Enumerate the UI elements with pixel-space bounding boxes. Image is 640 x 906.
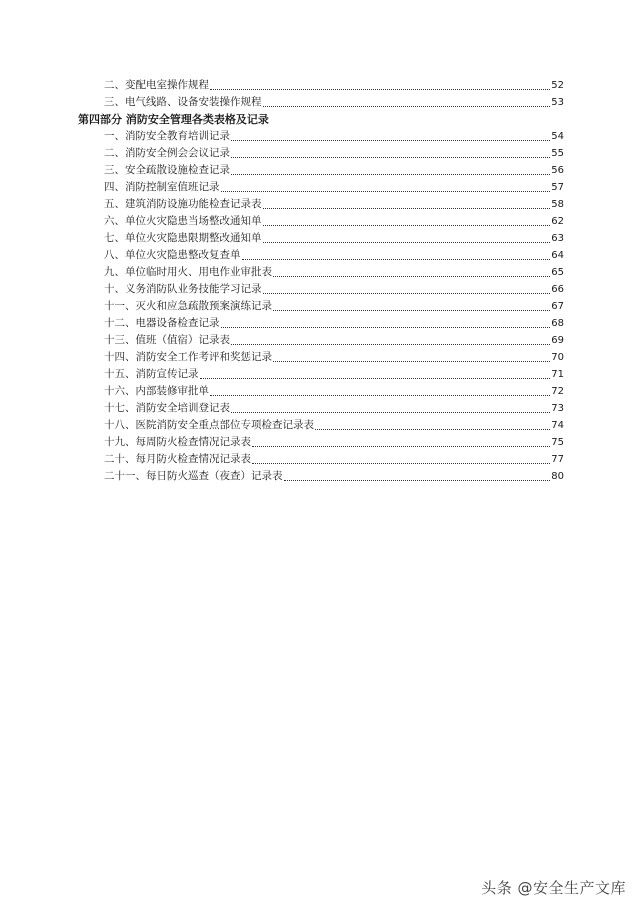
toc-entry-label: 九、单位临时用火、用电作业审批表 xyxy=(104,266,272,278)
toc-entry-page: 72 xyxy=(551,386,564,397)
toc-entry-label: 十三、值班（值宿）记录表 xyxy=(104,334,230,346)
toc-entry-page: 75 xyxy=(551,437,564,448)
toc-entry-page: 69 xyxy=(551,335,564,346)
toc-entry[interactable] xyxy=(104,331,564,347)
toc-entry[interactable] xyxy=(104,314,564,330)
toc-entry-label: 十七、消防安全培训登记表 xyxy=(104,402,230,414)
toc-entry-page: 52 xyxy=(551,80,564,91)
dot-leader xyxy=(210,88,550,90)
toc-entry[interactable] xyxy=(104,416,564,432)
toc-entry-page: 77 xyxy=(551,454,564,465)
dot-leader xyxy=(221,326,551,328)
dot-leader xyxy=(231,156,550,158)
toc-entry-page: 53 xyxy=(551,97,564,108)
toc-entry-page: 56 xyxy=(551,165,564,176)
toc-entry[interactable] xyxy=(104,161,564,177)
toc-entry-page: 68 xyxy=(551,318,564,329)
toc-entry[interactable] xyxy=(104,467,564,483)
toc-entry[interactable] xyxy=(104,382,564,398)
toc-entry-label: 五、建筑消防设施功能检查记录表 xyxy=(104,198,262,210)
watermark: 头条 @安全生产文库 xyxy=(481,879,626,897)
toc-entry-label: 十一、灭火和应急疏散预案演练记录 xyxy=(104,300,272,312)
toc-entry-label: 七、单位火灾隐患限期整改通知单 xyxy=(104,232,262,244)
toc-entry-label: 二十一、每日防火巡查（夜查）记录表 xyxy=(104,470,283,482)
toc-entry-page: 70 xyxy=(551,352,564,363)
dot-leader xyxy=(284,479,551,481)
dot-leader xyxy=(263,241,551,243)
toc-entry[interactable] xyxy=(104,178,564,194)
toc-entry-page: 65 xyxy=(551,267,564,278)
toc-entry-label: 十、义务消防队业务技能学习记录 xyxy=(104,283,262,295)
toc-part-heading[interactable] xyxy=(78,110,564,126)
toc-entry[interactable] xyxy=(104,76,564,92)
toc-entry-label: 十六、内部装修审批单 xyxy=(104,385,209,397)
toc-entry[interactable] xyxy=(104,229,564,245)
dot-leader xyxy=(315,428,550,430)
toc-entry-label: 三、安全疏散设施检查记录 xyxy=(104,164,230,176)
toc-entry-label: 六、单位火灾隐患当场整改通知单 xyxy=(104,215,262,227)
dot-leader xyxy=(273,360,550,362)
dot-leader xyxy=(263,207,551,209)
dot-leader xyxy=(273,275,550,277)
toc-entry-page: 63 xyxy=(551,233,564,244)
toc-entry[interactable] xyxy=(104,246,564,262)
dot-leader xyxy=(210,394,550,396)
toc-entry-page: 66 xyxy=(551,284,564,295)
toc-entry-label: 十五、消防宣传记录 xyxy=(104,368,199,380)
toc-entry-label: 十四、消防安全工作考评和奖惩记录 xyxy=(104,351,272,363)
toc-entry-page: 64 xyxy=(551,250,564,261)
toc-entry[interactable] xyxy=(104,263,564,279)
toc-entry[interactable] xyxy=(104,127,564,143)
toc-entry-label: 二十、每月防火检查情况记录表 xyxy=(104,453,251,465)
dot-leader xyxy=(252,445,550,447)
toc-entry-page: 54 xyxy=(551,131,564,142)
toc-entry[interactable] xyxy=(104,297,564,313)
toc-entry-page: 74 xyxy=(551,420,564,431)
toc-entry[interactable] xyxy=(104,212,564,228)
dot-leader xyxy=(263,224,551,226)
dot-leader xyxy=(263,105,551,107)
toc-entry[interactable] xyxy=(104,144,564,160)
toc-entry[interactable] xyxy=(104,399,564,415)
toc-entry-label: 十二、电器设备检查记录 xyxy=(104,317,220,329)
toc-entry-page: 57 xyxy=(551,182,564,193)
toc-entry-page: 55 xyxy=(551,148,564,159)
toc-entry-label: 十八、医院消防安全重点部位专项检查记录表 xyxy=(104,419,314,431)
toc-entry-label: 二、消防安全例会会议记录 xyxy=(104,147,230,159)
toc-entry[interactable] xyxy=(104,195,564,211)
toc-entry-page: 58 xyxy=(551,199,564,210)
toc-entry-page: 71 xyxy=(551,369,564,380)
dot-leader xyxy=(242,258,551,260)
dot-leader xyxy=(231,343,550,345)
toc-entry[interactable] xyxy=(104,365,564,381)
toc-entry[interactable] xyxy=(104,450,564,466)
dot-leader xyxy=(231,173,550,175)
toc-entry-label: 八、单位火灾隐患整改复查单 xyxy=(104,249,241,261)
toc-entry-page: 80 xyxy=(551,471,564,482)
toc-entry-label: 一、消防安全教育培训记录 xyxy=(104,130,230,142)
toc-entry-label: 四、消防控制室值班记录 xyxy=(104,181,220,193)
toc-entry-page: 67 xyxy=(551,301,564,312)
dot-leader xyxy=(231,139,550,141)
toc-entry-label: 二、变配电室操作规程 xyxy=(104,79,209,91)
dot-leader xyxy=(221,190,551,192)
dot-leader xyxy=(200,377,551,379)
toc-entry-page: 62 xyxy=(551,216,564,227)
toc-entry[interactable] xyxy=(104,433,564,449)
dot-leader xyxy=(273,309,550,311)
toc-entry-label: 十九、每周防火检查情况记录表 xyxy=(104,436,251,448)
toc-entry[interactable] xyxy=(104,280,564,296)
dot-leader xyxy=(263,292,551,294)
dot-leader xyxy=(252,462,550,464)
toc-entry[interactable] xyxy=(104,348,564,364)
toc-entry-label: 三、电气线路、设备安装操作规程 xyxy=(104,96,262,108)
toc-entry[interactable] xyxy=(104,93,564,109)
toc-part-label: 第四部分 消防安全管理各类表格及记录 xyxy=(78,113,269,126)
toc-entry-page: 73 xyxy=(551,403,564,414)
dot-leader xyxy=(231,411,550,413)
